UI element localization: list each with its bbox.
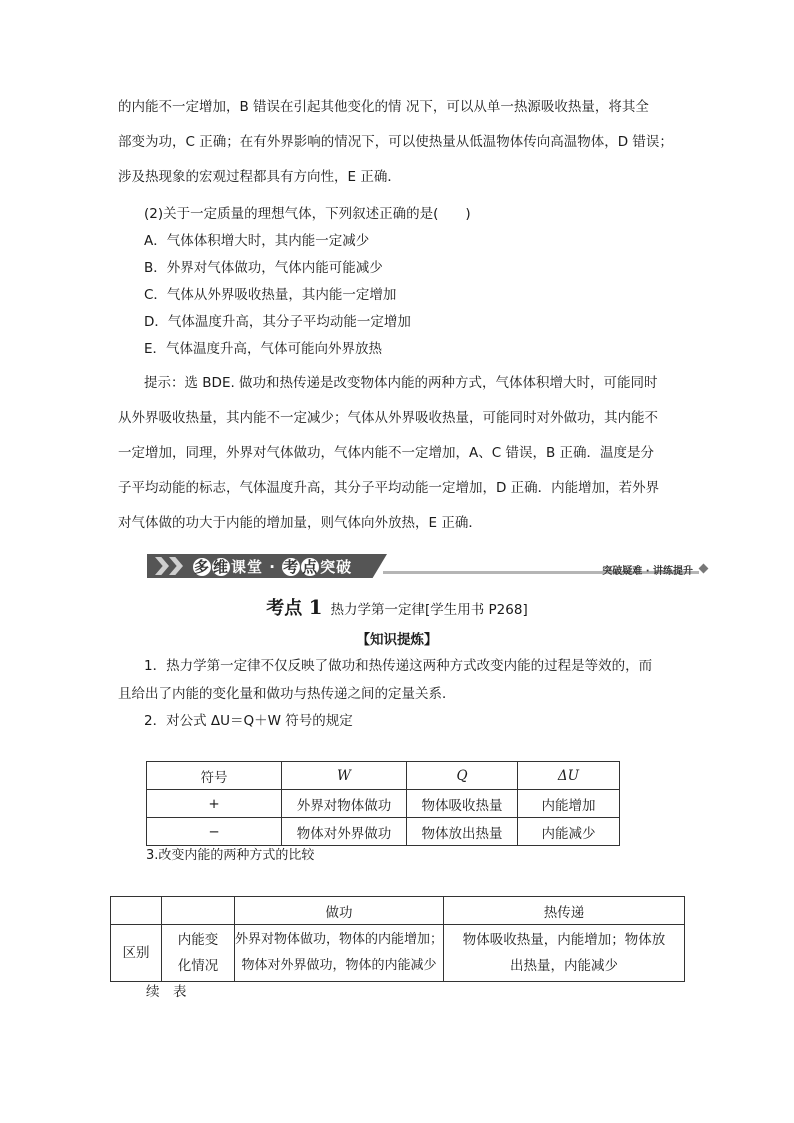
banner-right-text: 突破疑难 · 讲练提升 (602, 566, 693, 577)
hint-line-4: 子平均动能的标志，气体温度升高，其分子平均动能一定增加，D 正确．内能增加，若外界 (118, 480, 660, 496)
point-2: 2．对公式 ΔU＝Q＋W 符号的规定 (144, 713, 353, 729)
table-cell: 内能变 化情况 (162, 925, 235, 982)
point-1a: 1．热力学第一定律不仅反映了做功和热传递这两种方式改变内能的过程是等效的，而 (144, 658, 653, 674)
option-d: D．气体温度升高，其分子平均动能一定增加 (144, 314, 411, 330)
hint-line-3: 一定增加，同理，外界对气体做功，气体内能不一定增加，A、C 错误，B 正确．温度是分 (118, 445, 655, 461)
option-a: A．气体体积增大时，其内能一定减少 (144, 233, 370, 249)
option-b: B．外界对气体做功，气体内能可能减少 (144, 260, 383, 276)
section-banner (147, 554, 707, 578)
table-row (111, 897, 685, 925)
kaodian-heading (0, 594, 794, 620)
table-header (111, 897, 162, 925)
hint-line-5: 对气体做的功大于内能的增加量，则气体向外放热，E 正确． (118, 515, 482, 531)
table2-caption: 3.改变内能的两种方式的比较 (146, 848, 315, 863)
banner-char: 考 (283, 558, 300, 576)
section-head: 【知识提炼】 (356, 632, 438, 648)
banner-char: 点 (302, 558, 319, 576)
table-cell: − (147, 818, 282, 846)
table-cell: 外界对物体做功，物体的内能增加； 物体对外界做功，物体的内能减少 (235, 925, 444, 982)
table-cell: 区别 (111, 925, 162, 982)
table-header: Q (407, 762, 518, 790)
table-cell: + (147, 790, 282, 818)
answer-line-1: 的内能不一定增加，B 错误在引起其他变化的情 况下，可以从单一热源吸收热量，将其全 (118, 99, 649, 115)
table-header: 热传递 (444, 897, 685, 925)
question-stem: (2)关于一定质量的理想气体，下列叙述正确的是( ) (144, 206, 471, 222)
kaodian-label: 考点 1 (266, 595, 323, 619)
table-cell: 内能增加 (518, 790, 620, 818)
table-header: ΔU (518, 762, 620, 790)
banner-char: 多 (193, 558, 210, 576)
table-header (162, 897, 235, 925)
option-c: C．气体从外界吸收热量，其内能一定增加 (144, 287, 397, 303)
option-e: E．气体温度升高，气体可能向外界放热 (144, 341, 383, 357)
table-header: 做功 (235, 897, 444, 925)
table-row (147, 818, 620, 846)
table-cell: 物体吸收热量 (407, 790, 518, 818)
table-cell: 物体放出热量 (407, 818, 518, 846)
diamond-icon (699, 564, 709, 574)
kaodian-subtitle: 热力学第一定律[学生用书 P268] (330, 602, 528, 618)
table-row (111, 925, 685, 982)
banner-title (193, 556, 352, 577)
continued-label: 续 表 (146, 984, 187, 1000)
table-cell: 物体吸收热量，内能增加；物体放 出热量，内能减少 (444, 925, 685, 982)
hint-line-2: 从外界吸收热量，其内能不一定减少；气体从外界吸收热量，可能同时对外做功，其内能不 (118, 410, 658, 426)
table-header: W (282, 762, 407, 790)
banner-text: 课堂 · (231, 558, 283, 576)
table-row (147, 790, 620, 818)
point-1b: 且给出了内能的变化量和做功与热传递之间的定量关系． (118, 686, 456, 702)
answer-line-2: 部变为功，C 正确；在有外界影响的情况下，可以使热量从低温物体传向高温物体，D 错误； (118, 134, 673, 150)
banner-char: 维 (212, 558, 229, 576)
comparison-table (110, 896, 685, 982)
banner-text: 突破 (320, 558, 353, 576)
table-cell: 外界对物体做功 (282, 790, 407, 818)
table-row (147, 762, 620, 790)
table-header: 符号 (147, 762, 282, 790)
sign-table (146, 761, 620, 846)
hint-line-1: 提示：选 BDE. 做功和热传递是改变物体内能的两种方式，气体体积增大时，可能同时 (144, 375, 658, 391)
table-cell: 物体对外界做功 (282, 818, 407, 846)
answer-line-3: 涉及热现象的宏观过程都具有方向性，E 正确． (118, 169, 401, 185)
table-cell: 内能减少 (518, 818, 620, 846)
